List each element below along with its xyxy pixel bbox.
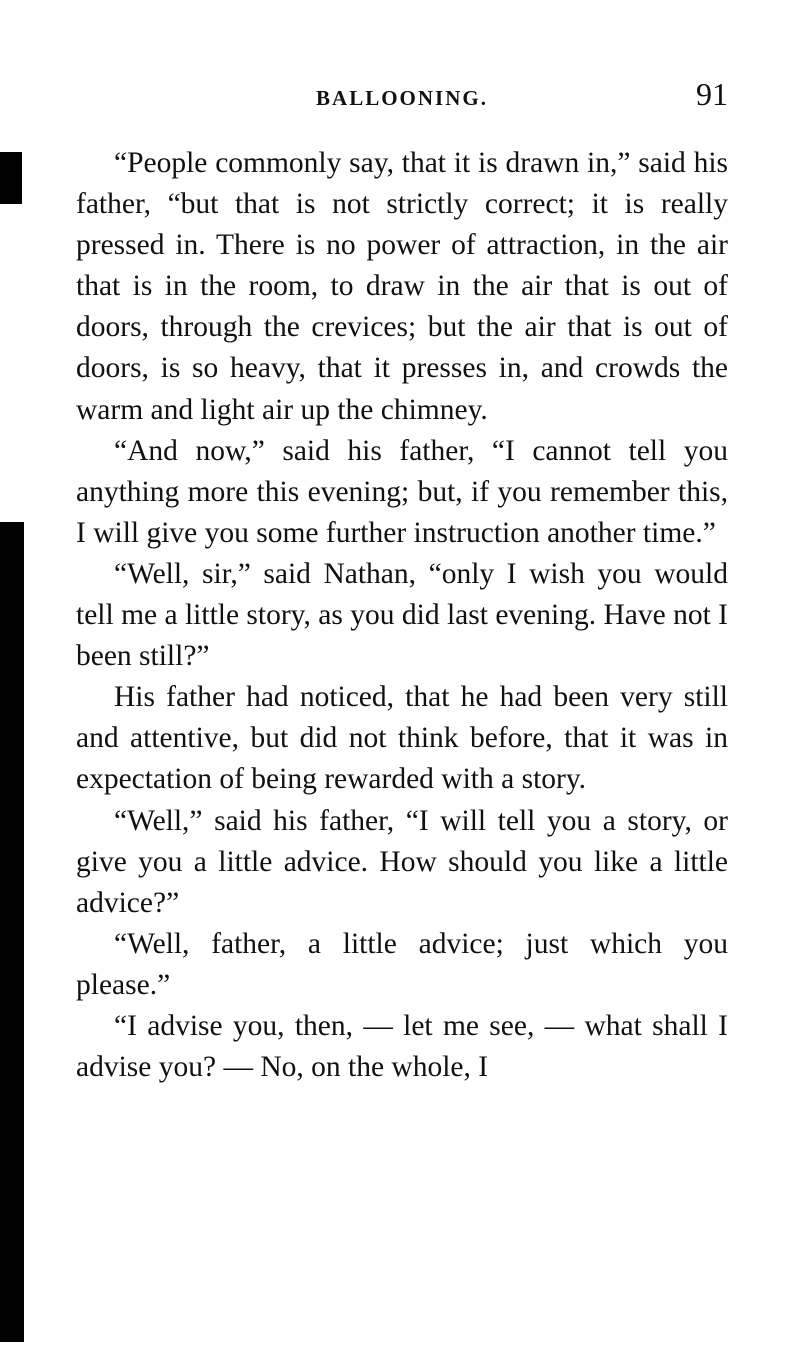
paragraph: “And now,” said his father, “I cannot tell you anything more this evening; but, if you remember this, I will give you some further instruction another time.” [76, 434, 728, 549]
scan-edge-binding [0, 522, 24, 1342]
paragraph: “Well, father, a little advice; just which you please.” [76, 927, 728, 1001]
page-header [76, 76, 728, 116]
paragraph: His father had noticed, that he had been very still and attentive, but did not think before, that it was in expectation of being rewarded with a story. [76, 681, 728, 796]
paragraph: “I advise you, then, — let me see, — what shall I advise you? — No, on the whole, I [76, 1009, 728, 1084]
body-text [76, 143, 728, 1088]
running-head: BALLOONING. [316, 86, 488, 110]
scan-edge-mark [0, 152, 22, 204]
paragraph: “Well, sir,” said Nathan, “only I wish you would tell me a little story, as you did last evening. Have not I been still?” [76, 557, 728, 673]
page-number: 91 [696, 76, 728, 112]
paragraph: “People commonly say, that it is drawn in,” said his father, “but that is not strictly correct; it is really pressed in. There is no power of attraction, in the air that is in the room, to draw in the air that is out of doors, through the crevices; but the air that is out of doors, is so heavy, that it presses in, and crowds the warm and light air up the chimney. [76, 147, 728, 426]
paragraph: “Well,” said his father, “I will tell you a story, or give you a little advice. How should you like a little advice?” [76, 804, 728, 919]
